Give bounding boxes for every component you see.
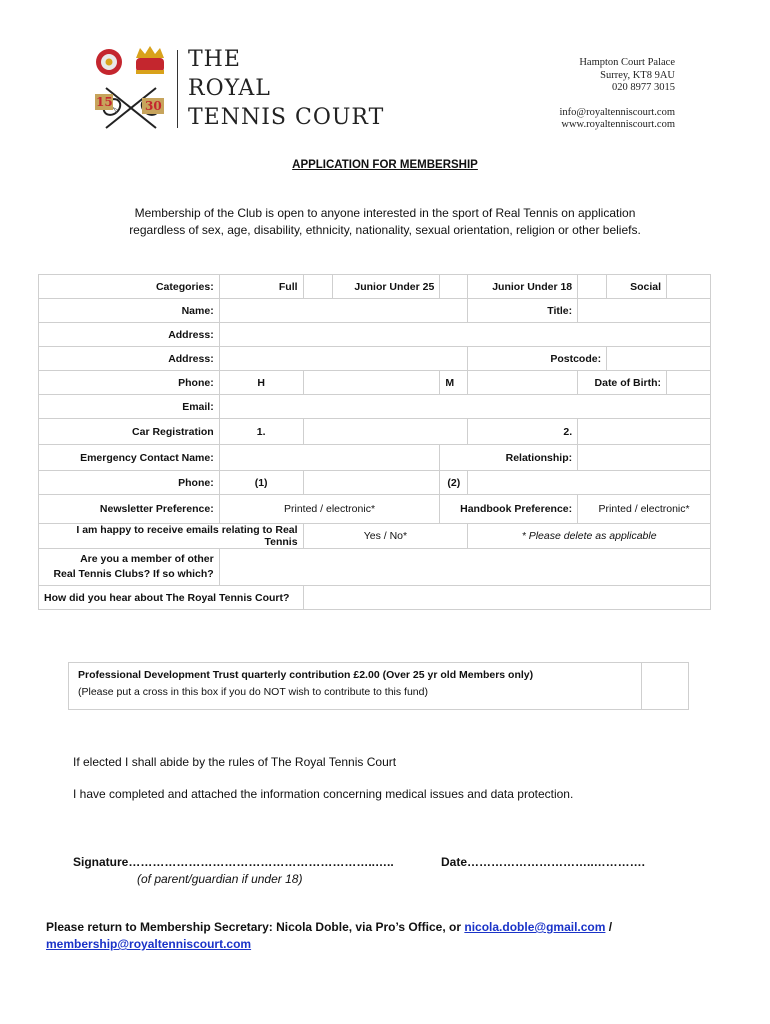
phone-home-label: H: [219, 371, 303, 395]
logo-line-3: TENNIS COURT: [188, 105, 385, 130]
category-social-label: Social: [607, 275, 667, 299]
phone2-label: Phone:: [39, 471, 220, 495]
name-label: Name:: [39, 299, 220, 323]
category-junior25-checkbox[interactable]: [440, 275, 468, 299]
intro-line-1: Membership of the Club is open to anyone interested in the sport of Real Tennis on application: [134, 206, 636, 220]
emails-label: I am happy to receive emails relating to Real Tennis: [39, 524, 304, 549]
category-full-checkbox[interactable]: [303, 275, 333, 299]
address-row-1: [39, 323, 711, 347]
car-2-field[interactable]: [578, 419, 711, 445]
signature-line[interactable]: Signature……………………………………………………..…..: [73, 855, 394, 869]
membership-form-table: [38, 274, 711, 610]
delete-note: * Please delete as applicable: [468, 524, 711, 549]
email-row: [39, 395, 711, 419]
address-field-1[interactable]: [219, 323, 710, 347]
phone2-1-field[interactable]: [303, 471, 440, 495]
preference-row: [39, 495, 711, 524]
return-text: Please return to Membership Secretary: Nicola Doble, via Pro’s Office, or: [46, 920, 465, 934]
phone2-2-label: (2): [440, 471, 468, 495]
rules-statement: If elected I shall abide by the rules of The Royal Tennis Court: [73, 755, 397, 769]
secretary-email-link[interactable]: nicola.doble@gmail.com: [464, 920, 606, 934]
logo-line-2: ROYAL: [188, 76, 271, 101]
phone-label: Phone:: [39, 371, 220, 395]
phone2-2-field[interactable]: [468, 471, 711, 495]
title-field[interactable]: [578, 299, 711, 323]
club-address: [475, 57, 675, 132]
car-row: [39, 419, 711, 445]
club-logo-emblem: [92, 44, 170, 130]
car-1-label: 1.: [219, 419, 303, 445]
other-clubs-line-1: Are you a member of other: [80, 553, 214, 565]
address-website: www.royaltenniscourt.com: [561, 119, 675, 130]
category-junior18-label: Junior Under 18: [468, 275, 578, 299]
pdt-opt-out-checkbox[interactable]: [643, 663, 688, 709]
postcode-label: Postcode:: [468, 347, 607, 371]
phone-row: [39, 371, 711, 395]
emergency-label: Emergency Contact Name:: [39, 445, 220, 471]
category-full-label: Full: [219, 275, 303, 299]
logo-divider: [177, 50, 178, 128]
membership-email-link[interactable]: membership@royaltenniscourt.com: [46, 937, 252, 951]
newsletter-label: Newsletter Preference:: [39, 495, 220, 524]
handbook-value[interactable]: Printed / electronic*: [578, 495, 711, 524]
intro-paragraph: [0, 205, 770, 239]
phone2-row: [39, 471, 711, 495]
phone-home-field[interactable]: [303, 371, 440, 395]
medical-statement: I have completed and attached the information concerning medical issues and data protection.: [73, 787, 574, 801]
pdt-line-2: (Please put a cross in this box if you do NOT wish to contribute to this fund): [78, 686, 428, 698]
dob-field[interactable]: [667, 371, 711, 395]
category-junior18-checkbox[interactable]: [578, 275, 607, 299]
address-label: Address:: [39, 323, 220, 347]
signature-note: (of parent/guardian if under 18): [137, 872, 303, 886]
car-label: Car Registration: [39, 419, 220, 445]
newsletter-value[interactable]: Printed / electronic*: [219, 495, 440, 524]
return-instructions: [46, 919, 726, 953]
categories-label: Categories:: [39, 275, 220, 299]
email-field[interactable]: [219, 395, 710, 419]
other-clubs-label: [39, 549, 220, 586]
phone-mobile-label: M: [440, 371, 468, 395]
return-separator: /: [605, 920, 613, 934]
name-field[interactable]: [219, 299, 468, 323]
hear-row: [39, 586, 711, 610]
hear-label: How did you hear about The Royal Tennis Court?: [39, 586, 304, 610]
category-junior25-label: Junior Under 25: [333, 275, 440, 299]
address-line-1: Hampton Court Palace: [579, 57, 675, 68]
relationship-label: Relationship:: [440, 445, 578, 471]
address-field-2[interactable]: [219, 347, 468, 371]
categories-row: [39, 275, 711, 299]
name-row: [39, 299, 711, 323]
logo-wordmark: [188, 45, 384, 132]
rose-crown-rackets-icon: [92, 44, 170, 130]
email-label: Email:: [39, 395, 220, 419]
address-line-2: Surrey, KT8 9AU: [600, 69, 675, 81]
emails-value[interactable]: Yes / No*: [303, 524, 468, 549]
year-left: 15: [96, 95, 113, 109]
emails-row: [39, 524, 711, 549]
phone2-1-label: (1): [219, 471, 303, 495]
address2-label: Address:: [39, 347, 220, 371]
handbook-label: Handbook Preference:: [440, 495, 578, 524]
pdt-line-1: Professional Development Trust quarterly contribution £2.00 (Over 25 yr old Members only): [78, 669, 534, 681]
date-line[interactable]: Date…………………………..………….: [441, 855, 646, 869]
intro-line-2: regardless of sex, age, disability, ethnicity, nationality, sexual orientation, religion or other beliefs.: [129, 223, 641, 237]
relationship-field[interactable]: [578, 445, 711, 471]
category-social-checkbox[interactable]: [667, 275, 711, 299]
other-clubs-line-2: Real Tennis Clubs? If so which?: [53, 568, 214, 580]
address-email: info@royaltenniscourt.com: [559, 106, 675, 118]
page-title: APPLICATION FOR MEMBERSHIP: [292, 159, 478, 171]
other-clubs-field[interactable]: [219, 549, 710, 586]
logo-line-1: THE: [188, 47, 241, 72]
emergency-field[interactable]: [219, 445, 440, 471]
phone-mobile-field[interactable]: [468, 371, 578, 395]
pdt-text: [69, 663, 642, 709]
hear-field[interactable]: [303, 586, 710, 610]
car-1-field[interactable]: [303, 419, 468, 445]
year-right: 30: [145, 99, 162, 113]
address-line-3: 020 8977 3015: [612, 82, 675, 93]
address-row-2: [39, 347, 711, 371]
pdt-box: [68, 662, 689, 710]
postcode-field[interactable]: [607, 347, 711, 371]
other-clubs-row: [39, 549, 711, 586]
title-label: Title:: [468, 299, 578, 323]
emergency-row: [39, 445, 711, 471]
dob-label: Date of Birth:: [578, 371, 667, 395]
car-2-label: 2.: [468, 419, 578, 445]
